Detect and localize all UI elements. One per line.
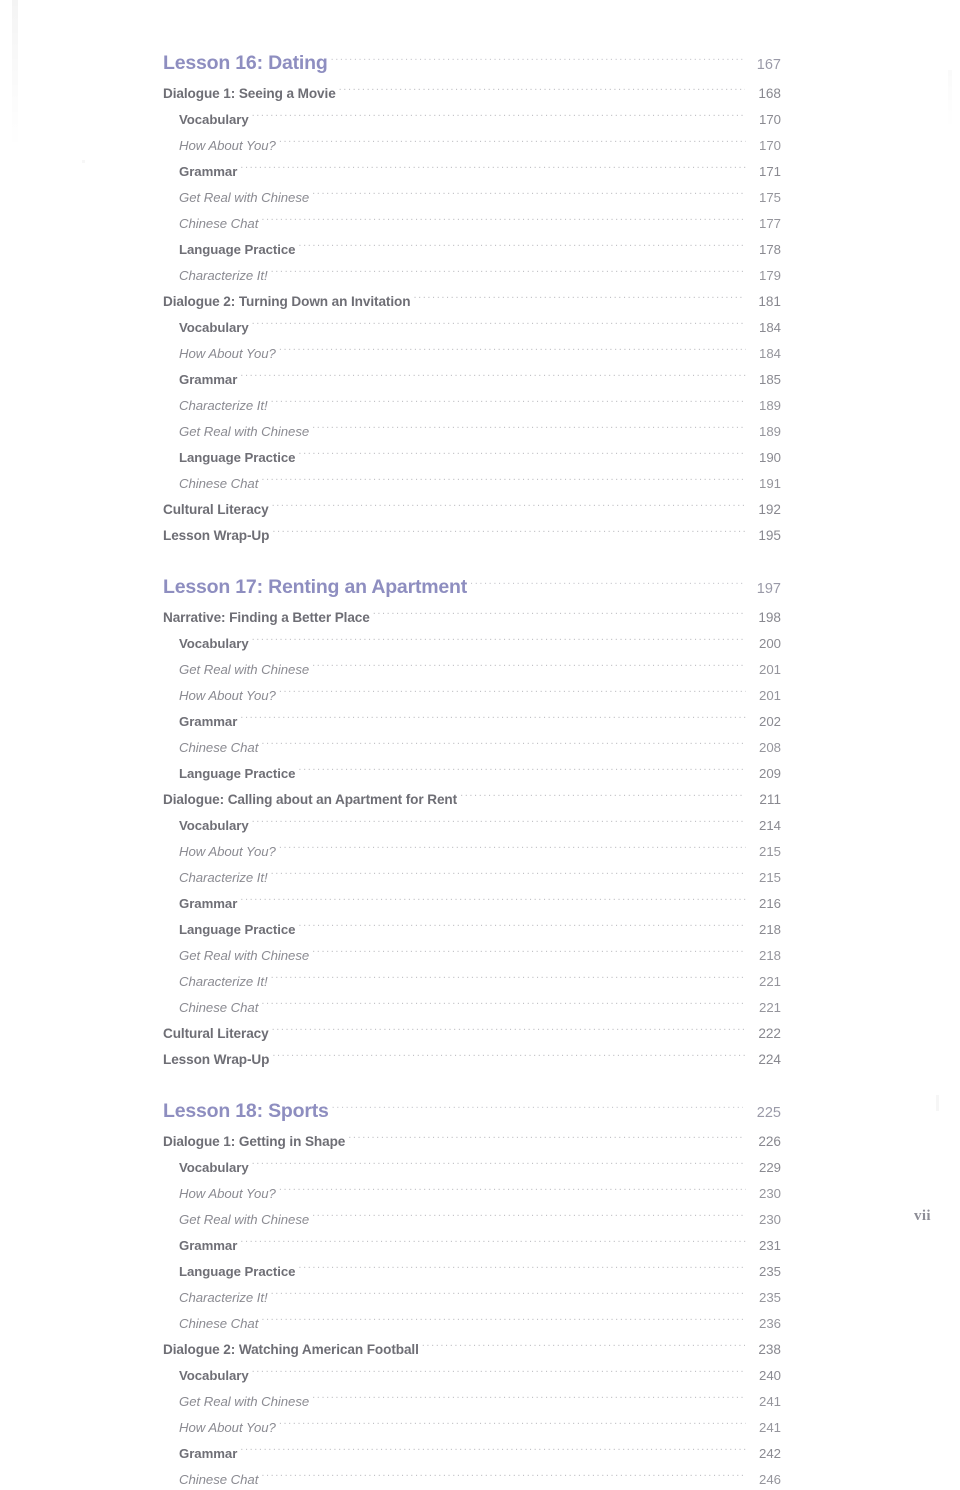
toc-entry-page-number: 201	[758, 688, 781, 703]
toc-leader-dots	[331, 44, 743, 69]
toc-leader-dots	[279, 836, 746, 856]
toc-entry-title: Grammar	[179, 1238, 238, 1253]
toc-entry-page-number: 226	[758, 1134, 781, 1149]
toc-entry-item[interactable]	[179, 1412, 781, 1438]
toc-leader-dots	[312, 654, 746, 674]
toc-entry-page-number: 221	[758, 974, 781, 989]
toc-entry-page-number: 208	[758, 740, 781, 755]
toc-entry-item[interactable]	[179, 104, 781, 130]
toc-entry-title: How About You?	[179, 346, 276, 361]
toc-entry-item[interactable]	[179, 758, 781, 784]
toc-entry-title: Narrative: Finding a Better Place	[163, 610, 370, 625]
toc-entry-page-number: 184	[758, 320, 781, 335]
toc-entry-item[interactable]	[179, 1386, 781, 1412]
toc-entry-title: Cultural Literacy	[163, 1026, 269, 1041]
toc-entry-title: Lesson Wrap-Up	[163, 528, 270, 543]
toc-entry-title: Cultural Literacy	[163, 502, 269, 517]
toc-leader-dots	[272, 1044, 745, 1064]
toc-leader-dots	[271, 862, 746, 882]
toc-leader-dots	[240, 156, 746, 176]
toc-leader-dots	[279, 680, 746, 700]
toc-entry-item[interactable]	[179, 442, 781, 468]
toc-leader-dots	[460, 784, 745, 804]
toc-leader-dots	[272, 520, 745, 540]
scan-edge-artifact-left	[12, 0, 18, 150]
toc-leader-dots	[261, 1308, 746, 1328]
toc-leader-dots	[261, 1464, 746, 1484]
toc-leader-dots	[272, 1018, 745, 1038]
toc-entry-page-number: 231	[758, 1238, 781, 1253]
toc-leader-dots	[279, 130, 746, 150]
toc-entry-page-number: 218	[758, 922, 781, 937]
toc-entry-page-number: 225	[756, 1105, 781, 1121]
toc-entry-section[interactable]	[163, 78, 781, 104]
toc-leader-dots	[279, 1178, 746, 1198]
toc-entry-item[interactable]	[179, 416, 781, 442]
toc-entry-item[interactable]	[179, 628, 781, 654]
toc-entry-item[interactable]	[179, 680, 781, 706]
toc-entry-page-number: 168	[758, 86, 781, 101]
toc-entry-title: Language Practice	[179, 922, 296, 937]
toc-entry-section[interactable]	[163, 784, 781, 810]
toc-entry-title: How About You?	[179, 1186, 276, 1201]
table-of-contents	[163, 44, 781, 1490]
toc-entry-page-number: 171	[758, 164, 781, 179]
toc-entry-item[interactable]	[179, 862, 781, 888]
toc-entry-title: Characterize It!	[179, 398, 268, 413]
toc-entry-title: Get Real with Chinese	[179, 190, 310, 205]
toc-entry-item[interactable]	[179, 966, 781, 992]
toc-entry-lesson[interactable]	[163, 1092, 781, 1126]
toc-leader-dots	[312, 940, 746, 960]
toc-leader-dots	[271, 260, 746, 280]
toc-entry-item[interactable]	[179, 992, 781, 1018]
toc-entry-title: Language Practice	[179, 766, 296, 781]
toc-entry-item[interactable]	[179, 732, 781, 758]
toc-entry-lesson[interactable]	[163, 568, 781, 602]
page-folio: vii	[913, 1208, 931, 1224]
toc-entry-page-number: 197	[756, 581, 781, 597]
toc-leader-dots	[298, 442, 746, 462]
toc-entry-page-number: 230	[758, 1186, 781, 1201]
toc-leader-dots	[240, 706, 746, 726]
toc-leader-dots	[240, 888, 746, 908]
toc-entry-item[interactable]	[179, 260, 781, 286]
toc-entry-page-number: 218	[758, 948, 781, 963]
toc-leader-dots	[252, 104, 746, 124]
toc-entry-item[interactable]	[179, 1282, 781, 1308]
toc-entry-page-number: 185	[758, 372, 781, 387]
toc-entry-item[interactable]	[179, 468, 781, 494]
toc-entry-title: Grammar	[179, 372, 238, 387]
toc-leader-dots	[298, 234, 746, 254]
toc-entry-title: Vocabulary	[179, 112, 249, 127]
toc-entry-page-number: 190	[758, 450, 781, 465]
toc-entry-page-number: 195	[758, 528, 781, 543]
toc-entry-title: Language Practice	[179, 242, 296, 257]
toc-leader-dots	[271, 390, 746, 410]
scan-speck-artifact	[82, 160, 85, 163]
toc-entry-title: Vocabulary	[179, 1160, 249, 1175]
toc-entry-title: Vocabulary	[179, 636, 249, 651]
toc-entry-title: Dialogue 1: Seeing a Movie	[163, 86, 336, 101]
toc-leader-dots	[261, 992, 746, 1012]
toc-entry-page-number: 181	[758, 294, 781, 309]
toc-entry-item[interactable]	[179, 810, 781, 836]
toc-entry-section[interactable]	[163, 520, 781, 546]
toc-entry-title: Dialogue: Calling about an Apartment for Rent	[163, 792, 458, 807]
toc-entry-page-number: 215	[758, 844, 781, 859]
toc-leader-dots	[271, 1282, 746, 1302]
toc-entry-page-number: 198	[758, 610, 781, 625]
toc-entry-title: Dialogue 2: Turning Down an Invitation	[163, 294, 411, 309]
toc-entry-title: Get Real with Chinese	[179, 424, 310, 439]
toc-entry-item[interactable]	[179, 338, 781, 364]
toc-entry-item[interactable]	[179, 130, 781, 156]
toc-leader-dots	[373, 602, 745, 622]
toc-entry-title: Lesson Wrap-Up	[163, 1052, 270, 1067]
toc-entry-page-number: 235	[758, 1264, 781, 1279]
toc-entry-page-number: 236	[758, 1316, 781, 1331]
toc-leader-dots	[332, 1092, 743, 1117]
toc-entry-page-number: 178	[758, 242, 781, 257]
toc-entry-title: Grammar	[179, 1446, 238, 1461]
toc-entry-title: Dialogue 2: Watching American Football	[163, 1342, 419, 1357]
toc-entry-page-number: 235	[758, 1290, 781, 1305]
toc-leader-dots	[413, 286, 745, 306]
toc-entry-title: Chinese Chat	[179, 476, 259, 491]
toc-entry-page-number: 202	[758, 714, 781, 729]
toc-entry-lesson[interactable]	[163, 44, 781, 78]
toc-entry-title: How About You?	[179, 1420, 276, 1435]
toc-entry-item[interactable]	[179, 1438, 781, 1464]
toc-leader-dots	[348, 1126, 745, 1146]
toc-entry-item[interactable]	[179, 914, 781, 940]
toc-entry-title: Characterize It!	[179, 974, 268, 989]
toc-leader-dots	[298, 1256, 746, 1276]
toc-entry-title: Lesson 16: Dating	[163, 52, 328, 74]
toc-entry-page-number: 170	[758, 138, 781, 153]
toc-entry-title: Vocabulary	[179, 818, 249, 833]
toc-entry-page-number: 216	[758, 896, 781, 911]
toc-entry-page-number: 201	[758, 662, 781, 677]
toc-entry-title: Chinese Chat	[179, 1316, 259, 1331]
toc-entry-item[interactable]	[179, 836, 781, 862]
toc-entry-item[interactable]	[179, 1256, 781, 1282]
toc-entry-page-number: 200	[758, 636, 781, 651]
toc-entry-item[interactable]	[179, 312, 781, 338]
toc-entry-section[interactable]	[163, 286, 781, 312]
toc-entry-item[interactable]	[179, 888, 781, 914]
toc-entry-title: Characterize It!	[179, 268, 268, 283]
toc-entry-title: Get Real with Chinese	[179, 662, 310, 677]
toc-entry-page-number: 246	[758, 1472, 781, 1487]
toc-leader-dots	[422, 1334, 745, 1354]
toc-entry-page-number: 170	[758, 112, 781, 127]
toc-entry-page-number: 191	[758, 476, 781, 491]
toc-entry-page-number: 184	[758, 346, 781, 361]
toc-leader-dots	[470, 568, 743, 593]
toc-leader-dots	[279, 338, 746, 358]
toc-entry-page-number: 242	[758, 1446, 781, 1461]
toc-entry-title: How About You?	[179, 688, 276, 703]
toc-entry-page-number: 221	[758, 1000, 781, 1015]
toc-entry-title: How About You?	[179, 138, 276, 153]
toc-entry-page-number: 238	[758, 1342, 781, 1357]
toc-leader-dots	[279, 1412, 746, 1432]
toc-entry-page-number: 179	[758, 268, 781, 283]
toc-leader-dots	[252, 1360, 746, 1380]
toc-entry-title: Chinese Chat	[179, 740, 259, 755]
toc-entry-title: Get Real with Chinese	[179, 1212, 310, 1227]
toc-leader-dots	[252, 810, 746, 830]
toc-entry-title: Language Practice	[179, 450, 296, 465]
toc-entry-page-number: 209	[758, 766, 781, 781]
toc-entry-page-number: 229	[758, 1160, 781, 1175]
toc-leader-dots	[271, 966, 746, 986]
toc-entry-page-number: 189	[758, 424, 781, 439]
toc-entry-item[interactable]	[179, 1178, 781, 1204]
toc-entry-section[interactable]	[163, 1334, 781, 1360]
toc-entry-title: Get Real with Chinese	[179, 948, 310, 963]
toc-entry-title: Chinese Chat	[179, 216, 259, 231]
toc-leader-dots	[252, 628, 746, 648]
toc-leader-dots	[261, 468, 746, 488]
toc-entry-title: Grammar	[179, 164, 238, 179]
toc-entry-title: Lesson 18: Sports	[163, 1100, 329, 1122]
toc-entry-item[interactable]	[179, 1152, 781, 1178]
toc-entry-page-number: 224	[758, 1052, 781, 1067]
toc-entry-item[interactable]	[179, 156, 781, 182]
toc-entry-item[interactable]	[179, 364, 781, 390]
toc-leader-dots	[261, 208, 746, 228]
toc-entry-item[interactable]	[179, 1360, 781, 1386]
toc-entry-item[interactable]	[179, 1308, 781, 1334]
toc-entry-page-number: 241	[758, 1394, 781, 1409]
toc-entry-item[interactable]	[179, 706, 781, 732]
toc-leader-dots	[298, 914, 746, 934]
toc-entry-item[interactable]	[179, 654, 781, 680]
toc-entry-page-number: 167	[756, 57, 781, 73]
toc-entry-title: How About You?	[179, 844, 276, 859]
toc-entry-page-number: 241	[758, 1420, 781, 1435]
toc-entry-page-number: 175	[758, 190, 781, 205]
toc-leader-dots	[312, 416, 746, 436]
toc-entry-section[interactable]	[163, 494, 781, 520]
toc-entry-title: Dialogue 1: Getting in Shape	[163, 1134, 346, 1149]
scan-speck-artifact	[936, 1095, 939, 1111]
toc-entry-page-number: 211	[759, 792, 781, 807]
toc-entry-title: Vocabulary	[179, 320, 249, 335]
toc-leader-dots	[298, 758, 746, 778]
toc-leader-dots	[240, 364, 746, 384]
toc-entry-title: Language Practice	[179, 1264, 296, 1279]
toc-leader-dots	[312, 182, 746, 202]
toc-entry-title: Characterize It!	[179, 1290, 268, 1305]
toc-entry-page-number: 192	[758, 502, 781, 517]
toc-entry-title: Get Real with Chinese	[179, 1394, 310, 1409]
toc-entry-title: Chinese Chat	[179, 1472, 259, 1487]
toc-entry-section[interactable]	[163, 1126, 781, 1152]
toc-entry-item[interactable]	[179, 1230, 781, 1256]
toc-entry-page-number: 222	[758, 1026, 781, 1041]
toc-leader-dots	[252, 312, 746, 332]
toc-entry-page-number: 214	[758, 818, 781, 833]
toc-leader-dots	[240, 1230, 746, 1250]
toc-entry-page-number: 177	[758, 216, 781, 231]
toc-entry-page-number: 189	[758, 398, 781, 413]
toc-entry-title: Grammar	[179, 896, 238, 911]
toc-entry-item[interactable]	[179, 234, 781, 260]
toc-leader-dots	[312, 1386, 746, 1406]
toc-leader-dots	[252, 1152, 746, 1172]
toc-entry-item[interactable]	[179, 182, 781, 208]
scan-edge-artifact-right	[948, 70, 952, 130]
toc-entry-page-number: 240	[758, 1368, 781, 1383]
toc-entry-item[interactable]	[179, 208, 781, 234]
toc-leader-dots	[272, 494, 745, 514]
toc-entry-page-number: 215	[758, 870, 781, 885]
toc-leader-dots	[240, 1438, 746, 1458]
toc-entry-section[interactable]	[163, 602, 781, 628]
toc-entry-page-number: 230	[758, 1212, 781, 1227]
toc-entry-item[interactable]	[179, 940, 781, 966]
toc-entry-section[interactable]	[163, 1044, 781, 1070]
toc-leader-dots	[261, 732, 746, 752]
toc-entry-title: Characterize It!	[179, 870, 268, 885]
toc-entry-title: Lesson 17: Renting an Apartment	[163, 576, 468, 598]
toc-entry-item[interactable]	[179, 390, 781, 416]
toc-entry-title: Grammar	[179, 714, 238, 729]
toc-leader-dots	[339, 78, 745, 98]
toc-entry-title: Chinese Chat	[179, 1000, 259, 1015]
toc-entry-section[interactable]	[163, 1018, 781, 1044]
toc-entry-title: Vocabulary	[179, 1368, 249, 1383]
toc-entry-item[interactable]	[179, 1464, 781, 1490]
